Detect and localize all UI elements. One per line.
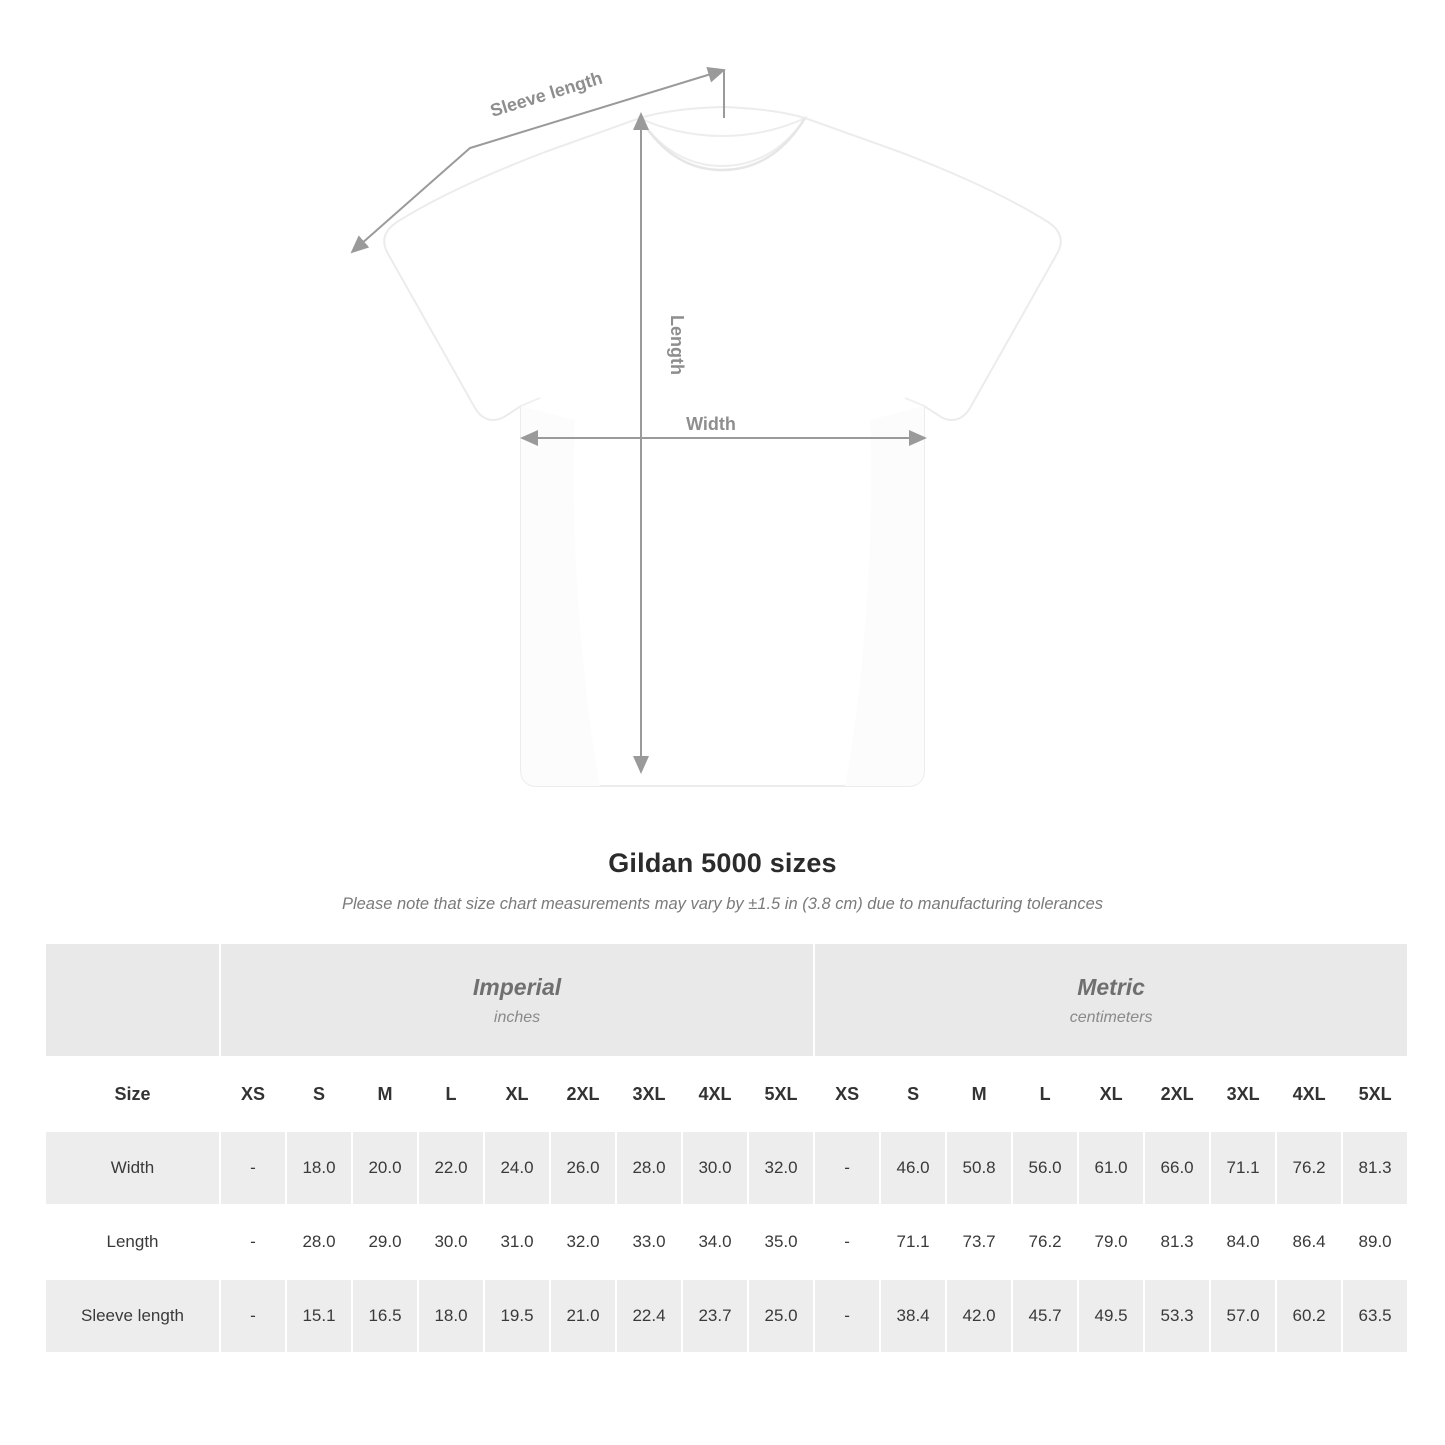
page-title: Gildan 5000 sizes (608, 848, 837, 878)
size-cell-imp-5xl: 5XL (748, 1057, 814, 1131)
table-row-length (45, 1205, 1408, 1279)
width-label: Width (686, 414, 736, 434)
width-imp-4xl: 30.0 (682, 1131, 748, 1205)
size-header-row (45, 1057, 1408, 1131)
unit-name-imperial: Imperial (472, 973, 562, 1000)
size-table (44, 942, 1409, 1354)
length-imp-3xl: 33.0 (616, 1205, 682, 1279)
length-met-l: 76.2 (1012, 1205, 1078, 1279)
row-label-length: Length (45, 1205, 220, 1279)
length-imp-xs: - (220, 1205, 286, 1279)
width-met-3xl: 71.1 (1210, 1131, 1276, 1205)
sleeve-imp-5xl: 25.0 (748, 1279, 814, 1353)
length-label: Length (667, 315, 687, 375)
sleeve-imp-m: 16.5 (352, 1279, 418, 1353)
size-cell-imp-s: S (286, 1057, 352, 1131)
sleeve-met-s: 38.4 (880, 1279, 946, 1353)
sleeve-met-5xl: 63.5 (1342, 1279, 1408, 1353)
size-cell-met-xl: XL (1078, 1057, 1144, 1131)
width-imp-m: 20.0 (352, 1131, 418, 1205)
unit-name-metric: Metric (1077, 973, 1145, 1000)
tolerance-note: Please note that size chart measurements may vary by ±1.5 in (3.8 cm) due to manufacturing tolerances (341, 895, 1104, 913)
size-cell-met-s: S (880, 1057, 946, 1131)
length-met-xs: - (814, 1205, 880, 1279)
length-imp-s: 28.0 (286, 1205, 352, 1279)
sleeve-met-3xl: 57.0 (1210, 1279, 1276, 1353)
length-imp-xl: 31.0 (484, 1205, 550, 1279)
sleeve-imp-xl: 19.5 (484, 1279, 550, 1353)
size-cell-imp-l: L (418, 1057, 484, 1131)
width-met-xl: 61.0 (1078, 1131, 1144, 1205)
tshirt-silhouette (384, 107, 1061, 786)
unit-sub-metric: centimeters (1069, 1008, 1153, 1026)
width-met-5xl: 81.3 (1342, 1131, 1408, 1205)
sleeve-imp-xs: - (220, 1279, 286, 1353)
unit-header-metric (814, 943, 1408, 1057)
length-imp-2xl: 32.0 (550, 1205, 616, 1279)
length-imp-m: 29.0 (352, 1205, 418, 1279)
sleeve-met-2xl: 53.3 (1144, 1279, 1210, 1353)
unit-header-spacer (45, 943, 220, 1057)
size-cell-imp-3xl: 3XL (616, 1057, 682, 1131)
sleeve-met-l: 45.7 (1012, 1279, 1078, 1353)
size-table-wrapper (44, 942, 1401, 1354)
sleeve-met-m: 42.0 (946, 1279, 1012, 1353)
unit-sub-imperial: inches (493, 1008, 541, 1026)
length-imp-5xl: 35.0 (748, 1205, 814, 1279)
length-met-3xl: 84.0 (1210, 1205, 1276, 1279)
table-row-sleeve-length (45, 1279, 1408, 1353)
size-cell-met-5xl: 5XL (1342, 1057, 1408, 1131)
width-imp-5xl: 32.0 (748, 1131, 814, 1205)
length-imp-l: 30.0 (418, 1205, 484, 1279)
sleeve-imp-3xl: 22.4 (616, 1279, 682, 1353)
size-cell-met-l: L (1012, 1057, 1078, 1131)
sleeve-imp-l: 18.0 (418, 1279, 484, 1353)
length-imp-4xl: 34.0 (682, 1205, 748, 1279)
size-cell-met-3xl: 3XL (1210, 1057, 1276, 1131)
width-imp-xl: 24.0 (484, 1131, 550, 1205)
width-met-m: 50.8 (946, 1131, 1012, 1205)
size-cell-imp-2xl: 2XL (550, 1057, 616, 1131)
size-cell-met-m: M (946, 1057, 1012, 1131)
width-met-2xl: 66.0 (1144, 1131, 1210, 1205)
width-imp-s: 18.0 (286, 1131, 352, 1205)
width-imp-2xl: 26.0 (550, 1131, 616, 1205)
length-met-xl: 79.0 (1078, 1205, 1144, 1279)
width-met-l: 56.0 (1012, 1131, 1078, 1205)
sleeve-imp-2xl: 21.0 (550, 1279, 616, 1353)
table-row-width (45, 1131, 1408, 1205)
length-met-m: 73.7 (946, 1205, 1012, 1279)
row-label-sleeve-length: Sleeve length (45, 1279, 220, 1353)
unit-header-row (45, 943, 1408, 1057)
sleeve-imp-4xl: 23.7 (682, 1279, 748, 1353)
width-imp-xs: - (220, 1131, 286, 1205)
length-met-5xl: 89.0 (1342, 1205, 1408, 1279)
sleeve-length-label: Sleeve length (487, 67, 605, 121)
width-imp-l: 22.0 (418, 1131, 484, 1205)
size-cell-met-4xl: 4XL (1276, 1057, 1342, 1131)
size-cell-imp-xs: XS (220, 1057, 286, 1131)
sleeve-imp-s: 15.1 (286, 1279, 352, 1353)
width-met-xs: - (814, 1131, 880, 1205)
width-met-4xl: 76.2 (1276, 1131, 1342, 1205)
size-cell-imp-xl: XL (484, 1057, 550, 1131)
width-imp-3xl: 28.0 (616, 1131, 682, 1205)
size-header-label: Size (45, 1057, 220, 1131)
size-cell-imp-m: M (352, 1057, 418, 1131)
size-cell-imp-4xl: 4XL (682, 1057, 748, 1131)
length-met-4xl: 86.4 (1276, 1205, 1342, 1279)
length-met-2xl: 81.3 (1144, 1205, 1210, 1279)
length-met-s: 71.1 (880, 1205, 946, 1279)
sleeve-met-xs: - (814, 1279, 880, 1353)
sleeve-met-xl: 49.5 (1078, 1279, 1144, 1353)
chart-title-block (0, 848, 1445, 914)
width-met-s: 46.0 (880, 1131, 946, 1205)
sleeve-met-4xl: 60.2 (1276, 1279, 1342, 1353)
size-cell-met-xs: XS (814, 1057, 880, 1131)
row-label-width: Width (45, 1131, 220, 1205)
size-cell-met-2xl: 2XL (1144, 1057, 1210, 1131)
unit-header-imperial (220, 943, 814, 1057)
